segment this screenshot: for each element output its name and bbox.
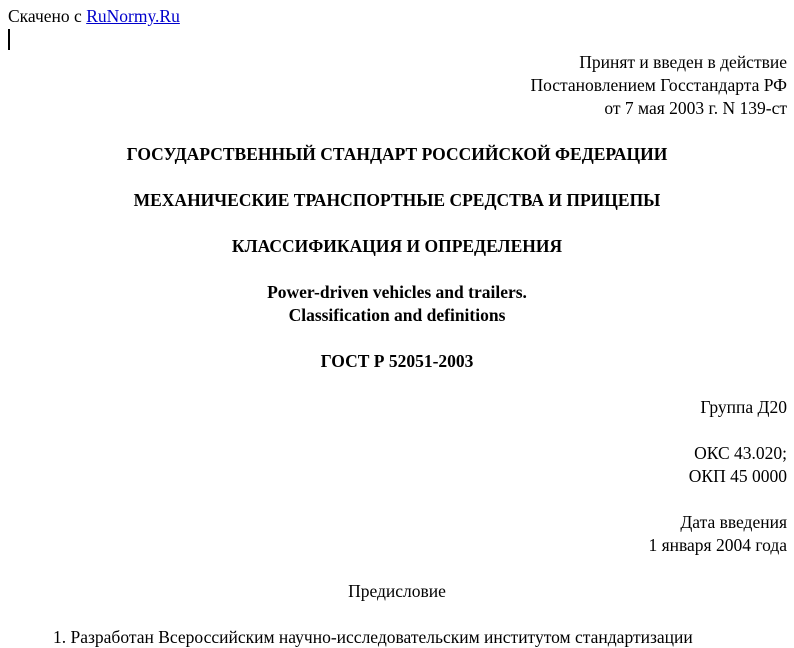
foreword-item-1: 1. Разработан Всероссийским научно-исследовательским институтом стандартизации bbox=[53, 627, 693, 647]
state-standard-heading: ГОСУДАРСТВЕННЫЙ СТАНДАРТ РОССИЙСКОЙ ФЕДЕРАЦИИ bbox=[126, 144, 668, 164]
adoption-line-3: от 7 мая 2003 г. N 139-ст bbox=[604, 98, 787, 118]
source-link[interactable]: RuNormy.Ru bbox=[86, 6, 180, 26]
document-subtitle-ru: КЛАССИФИКАЦИЯ И ОПРЕДЕЛЕНИЯ bbox=[231, 236, 563, 256]
adoption-line-2: Постановлением Госстандарта РФ bbox=[530, 75, 787, 95]
source-line bbox=[8, 5, 180, 27]
document-title-en-1: Power-driven vehicles and trailers. bbox=[267, 282, 527, 302]
classification-group: Группа Д20 bbox=[700, 397, 787, 417]
effective-date-value: 1 января 2004 года bbox=[648, 535, 787, 555]
standard-designation: ГОСТ Р 52051-2003 bbox=[320, 351, 474, 371]
source-prefix: Скачено с bbox=[8, 6, 82, 26]
adoption-line-1: Принят и введен в действие bbox=[579, 52, 787, 72]
classification-okp: ОКП 45 0000 bbox=[688, 466, 787, 486]
document-title-en-2: Classification and definitions bbox=[288, 305, 506, 325]
classification-oks: ОКС 43.020; bbox=[694, 443, 787, 463]
text-caret bbox=[8, 29, 10, 50]
document-title-ru: МЕХАНИЧЕСКИЕ ТРАНСПОРТНЫЕ СРЕДСТВА И ПРИЦЕПЫ bbox=[133, 190, 661, 210]
foreword-heading: Предисловие bbox=[348, 581, 446, 601]
effective-date-label: Дата введения bbox=[680, 512, 787, 532]
